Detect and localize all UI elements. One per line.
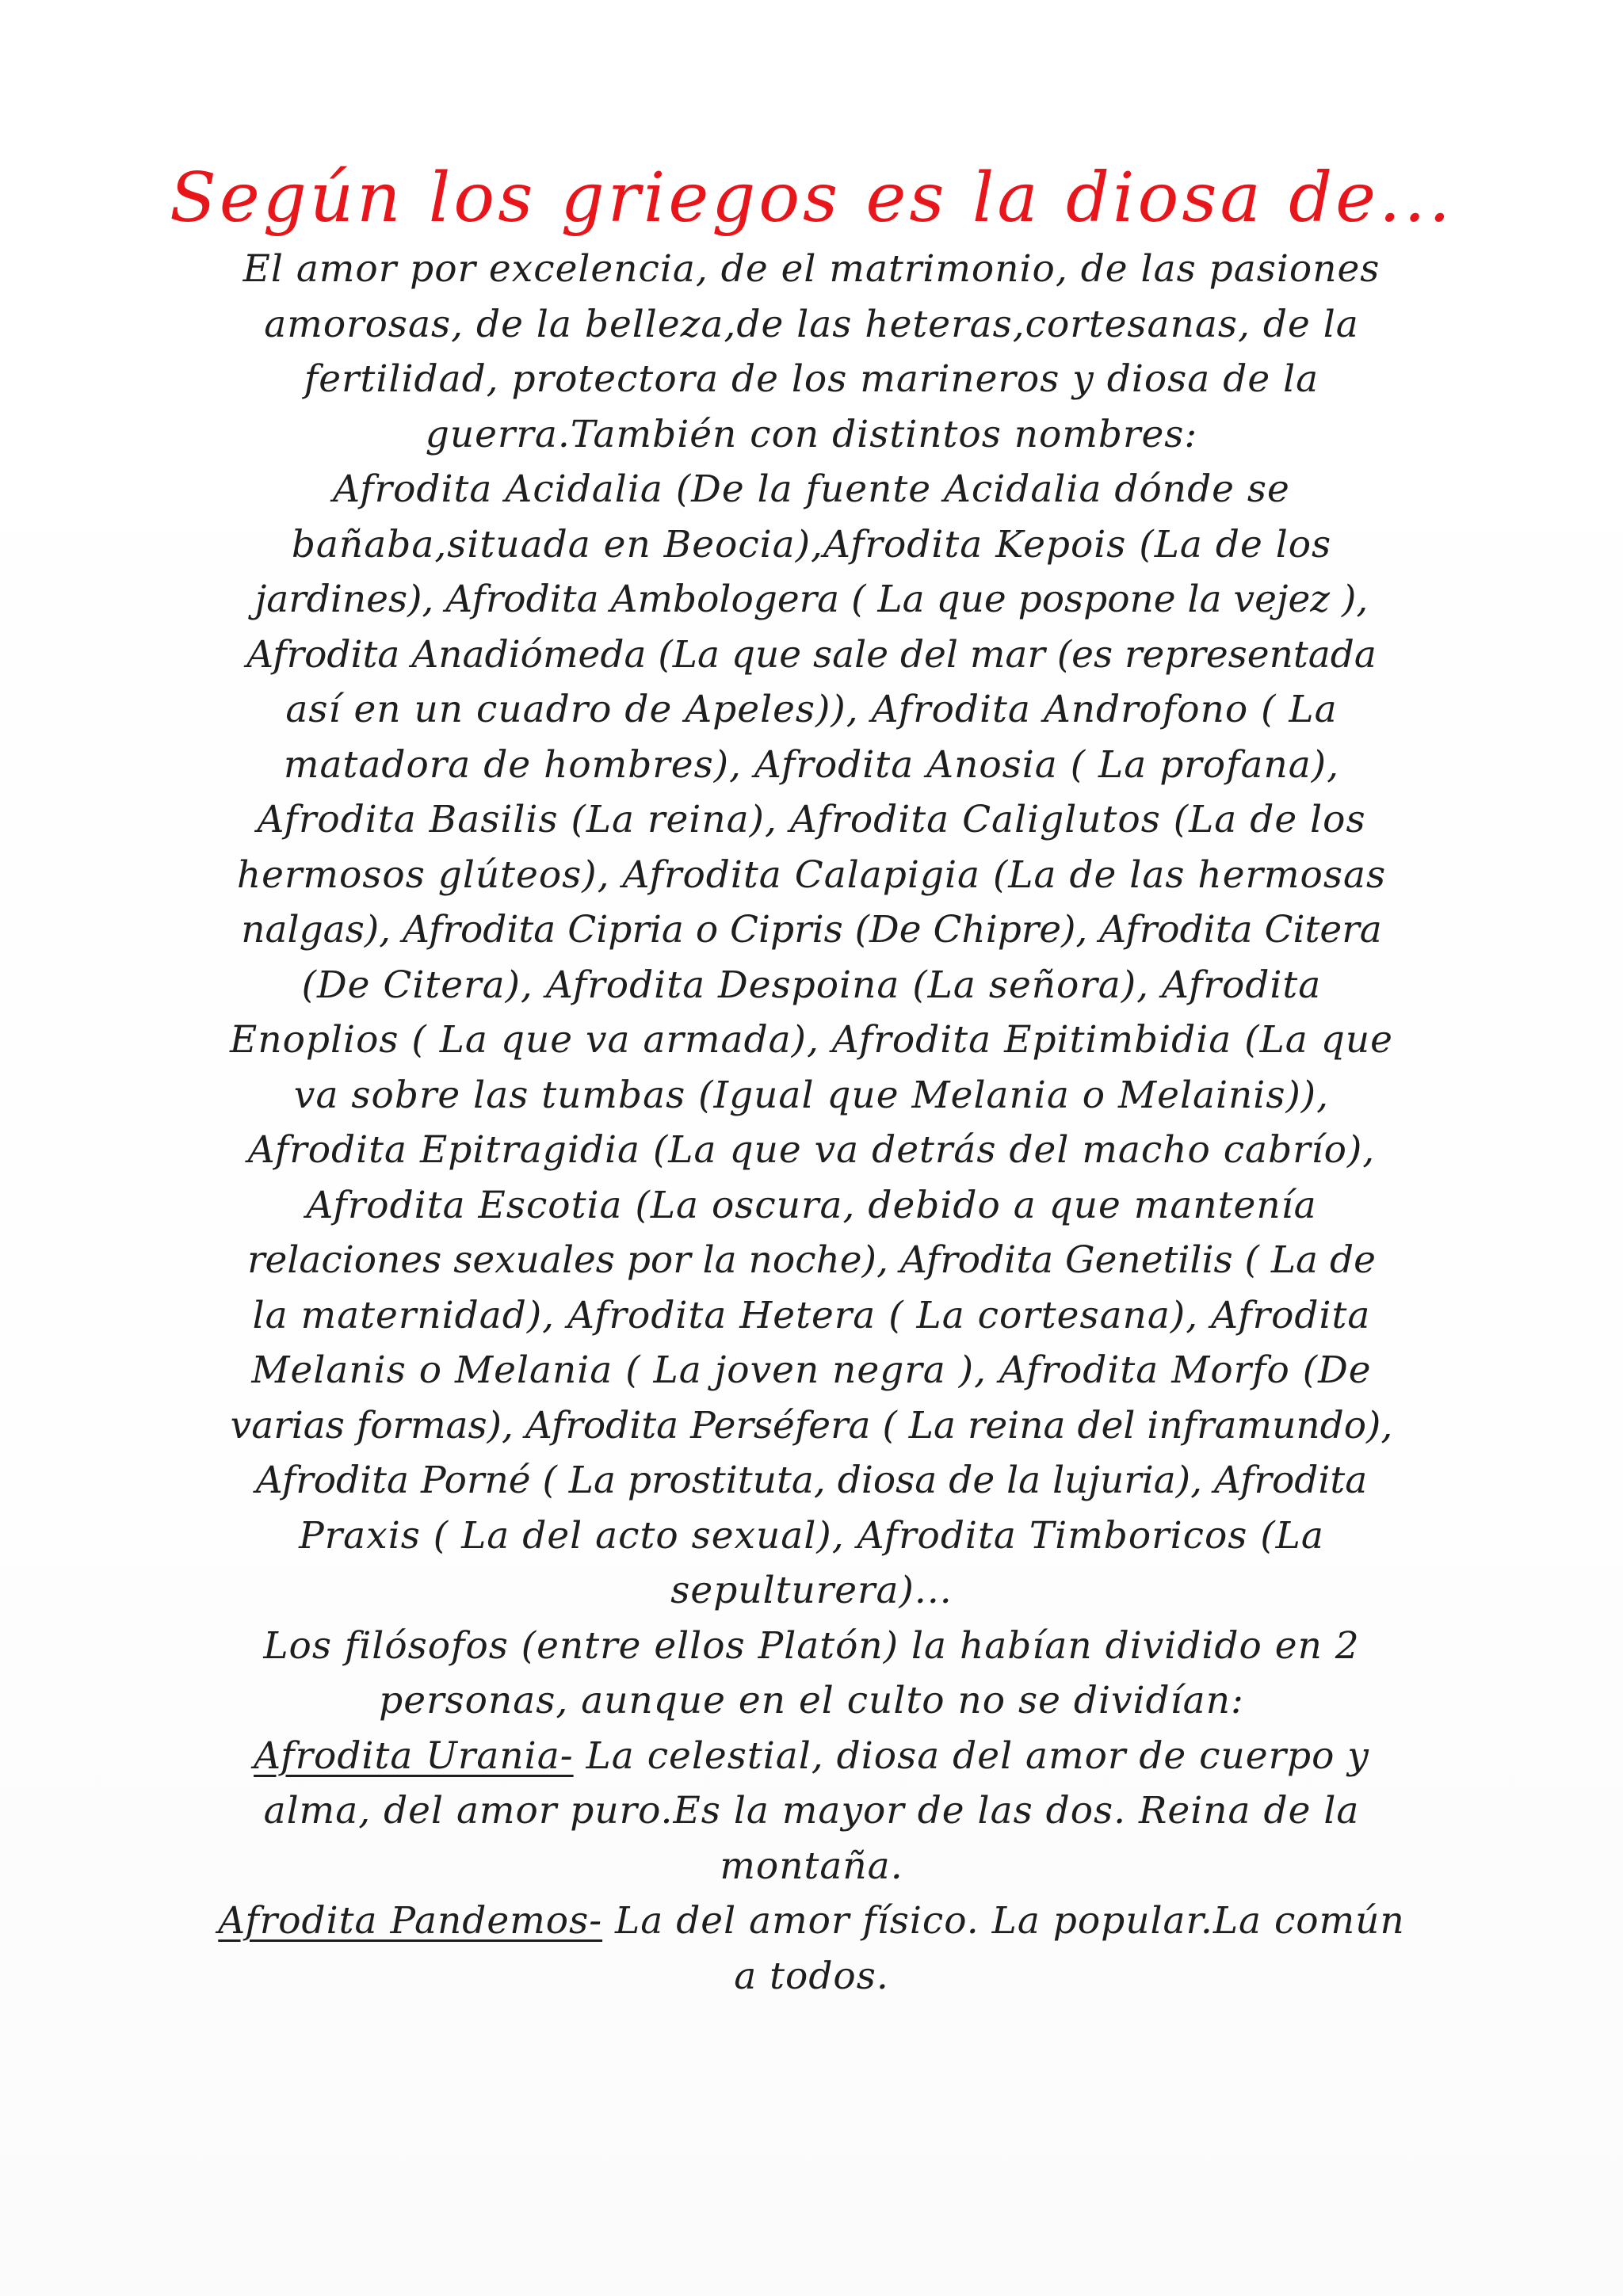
- body-line: matadora de hombres), Afrodita Anosia ( La profana),: [283, 742, 1340, 787]
- body-line: Afrodita Basilis (La reina), Afrodita Caliglutos (La de los: [257, 798, 1366, 841]
- pandemos-term: Afrodita Pandemos-: [218, 1899, 603, 1943]
- body-line: guerra.También con distintos nombres:: [425, 412, 1198, 456]
- body-line: bañaba,situada en Beocia),Afrodita Kepois (La de los: [291, 522, 1332, 566]
- body-line: amorosas, de la belleza,de las heteras,cortesanas, de la: [264, 302, 1359, 346]
- body-line: Afrodita Porné ( La prostituta, diosa de la lujuria), Afrodita: [255, 1459, 1368, 1502]
- body-line: hermosos glúteos), Afrodita Calapigia (La de las hermosas: [236, 852, 1387, 897]
- document-content: [143, 154, 1480, 2004]
- body-line: sepulturera)...: [670, 1569, 953, 1612]
- body-line: Melanis o Melania ( La joven negra ), Afrodita Morfo (De: [251, 1348, 1372, 1392]
- page-title: Según los griegos es la diosa de...: [169, 158, 1454, 238]
- body-line: (De Citera), Afrodita Despoina (La señora), Afrodita: [301, 963, 1322, 1007]
- body-line: Afrodita Escotia (La oscura, debido a que mantenía: [306, 1183, 1317, 1227]
- body-line: fertilidad, protectora de los marineros y diosa de la: [304, 357, 1319, 401]
- urania-line-1: [143, 1729, 1480, 1784]
- urania-description: La celestial, diosa del amor de cuerpo y: [573, 1733, 1369, 1778]
- body-line: personas, aunque en el culto no se dividían:: [379, 1679, 1244, 1722]
- urania-line-2: alma, del amor puro.Es la mayor de las dos. Reina de la: [263, 1789, 1360, 1833]
- body-line: relaciones sexuales por la noche), Afrodita Genetilis ( La de: [247, 1238, 1376, 1282]
- pandemos-line-2: a todos.: [734, 1954, 889, 1998]
- urania-line-3: montaña.: [720, 1844, 903, 1888]
- body-line: Afrodita Acidalia (De la fuente Acidalia dónde se: [333, 467, 1290, 511]
- body-line: la maternidad), Afrodita Hetera ( La cortesana), Afrodita: [252, 1293, 1371, 1337]
- body-line: jardines), Afrodita Ambologera ( La que pospone la vejez ),: [254, 578, 1369, 621]
- body-line: Afrodita Epitragidia (La que va detrás del macho cabrío),: [247, 1128, 1376, 1172]
- urania-term: Afrodita Urania-: [254, 1733, 574, 1778]
- body-line: El amor por excelencia, de el matrimonio, de las pasiones: [242, 247, 1381, 291]
- body-line: Praxis ( La del acto sexual), Afrodita Timboricos (La: [299, 1513, 1324, 1558]
- body-line: Los filósofos (entre ellos Platón) la habían dividido en 2: [263, 1623, 1360, 1668]
- body-line: nalgas), Afrodita Cipria o Cipris (De Chipre), Afrodita Citera: [241, 908, 1382, 952]
- pandemos-line-1: [143, 1894, 1480, 1949]
- body-line: Afrodita Anadiómeda (La que sale del mar (es representada: [246, 632, 1377, 677]
- body-line: varias formas), Afrodita Perséfera ( La reina del inframundo),: [230, 1403, 1393, 1447]
- body-text: [143, 242, 1480, 2004]
- body-line: así en un cuadro de Apeles)), Afrodita Androfono ( La: [285, 688, 1338, 731]
- pandemos-description: La del amor físico. La popular.La común: [602, 1899, 1405, 1943]
- body-line: Enoplios ( La que va armada), Afrodita Epitimbidia (La que: [230, 1018, 1393, 1062]
- body-line: va sobre las tumbas (Igual que Melania o Melainis)),: [293, 1073, 1330, 1117]
